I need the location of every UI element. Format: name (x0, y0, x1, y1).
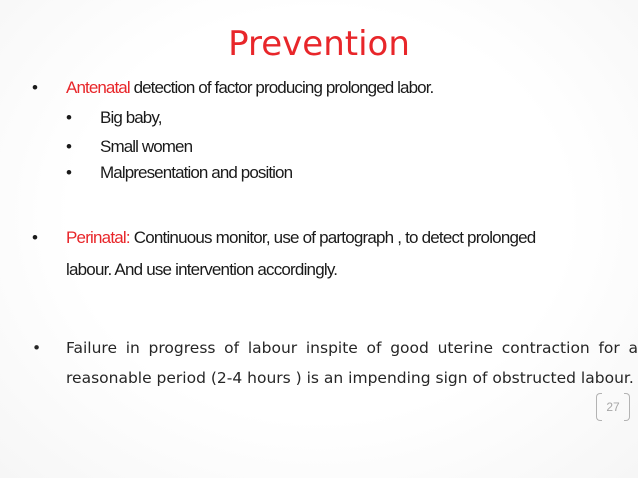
page-number (596, 393, 630, 421)
antenatal-label: Antenatal (66, 78, 130, 97)
subbullet-text: Small women (100, 137, 193, 156)
perinatal-body: Continuous monitor, use of partograph , to detect prolonged (129, 228, 536, 247)
bullet-dot: • (66, 163, 72, 182)
page-number-bracket-right (624, 393, 630, 421)
page-number-text: 27 (606, 400, 620, 414)
perinatal-line-1 (66, 228, 535, 248)
bullet-dot: • (32, 78, 38, 97)
bullet-antenatal-text (66, 78, 433, 98)
bullet-dot: • (66, 108, 72, 127)
perinatal-line-2: labour. And use intervention accordingly. (66, 260, 338, 279)
subbullet-text: Malpresentation and position (100, 163, 293, 182)
antenatal-body: detection of factor producing prolonged labor. (129, 78, 434, 97)
page-number-bracket-left (596, 393, 602, 421)
bullet-dot: • (66, 137, 72, 156)
bullet-dot: • (32, 339, 42, 357)
bullet-dot: • (32, 228, 38, 247)
failure-paragraph: Failure in progress of labour inspite of good uterine contraction for a reasonable period (2-4 hours ) is an impending sign of obstructed labour. (66, 339, 638, 387)
subbullet-text: Big baby, (100, 108, 162, 127)
perinatal-label: Perinatal: (66, 228, 130, 247)
slide-title: Prevention (228, 24, 410, 64)
